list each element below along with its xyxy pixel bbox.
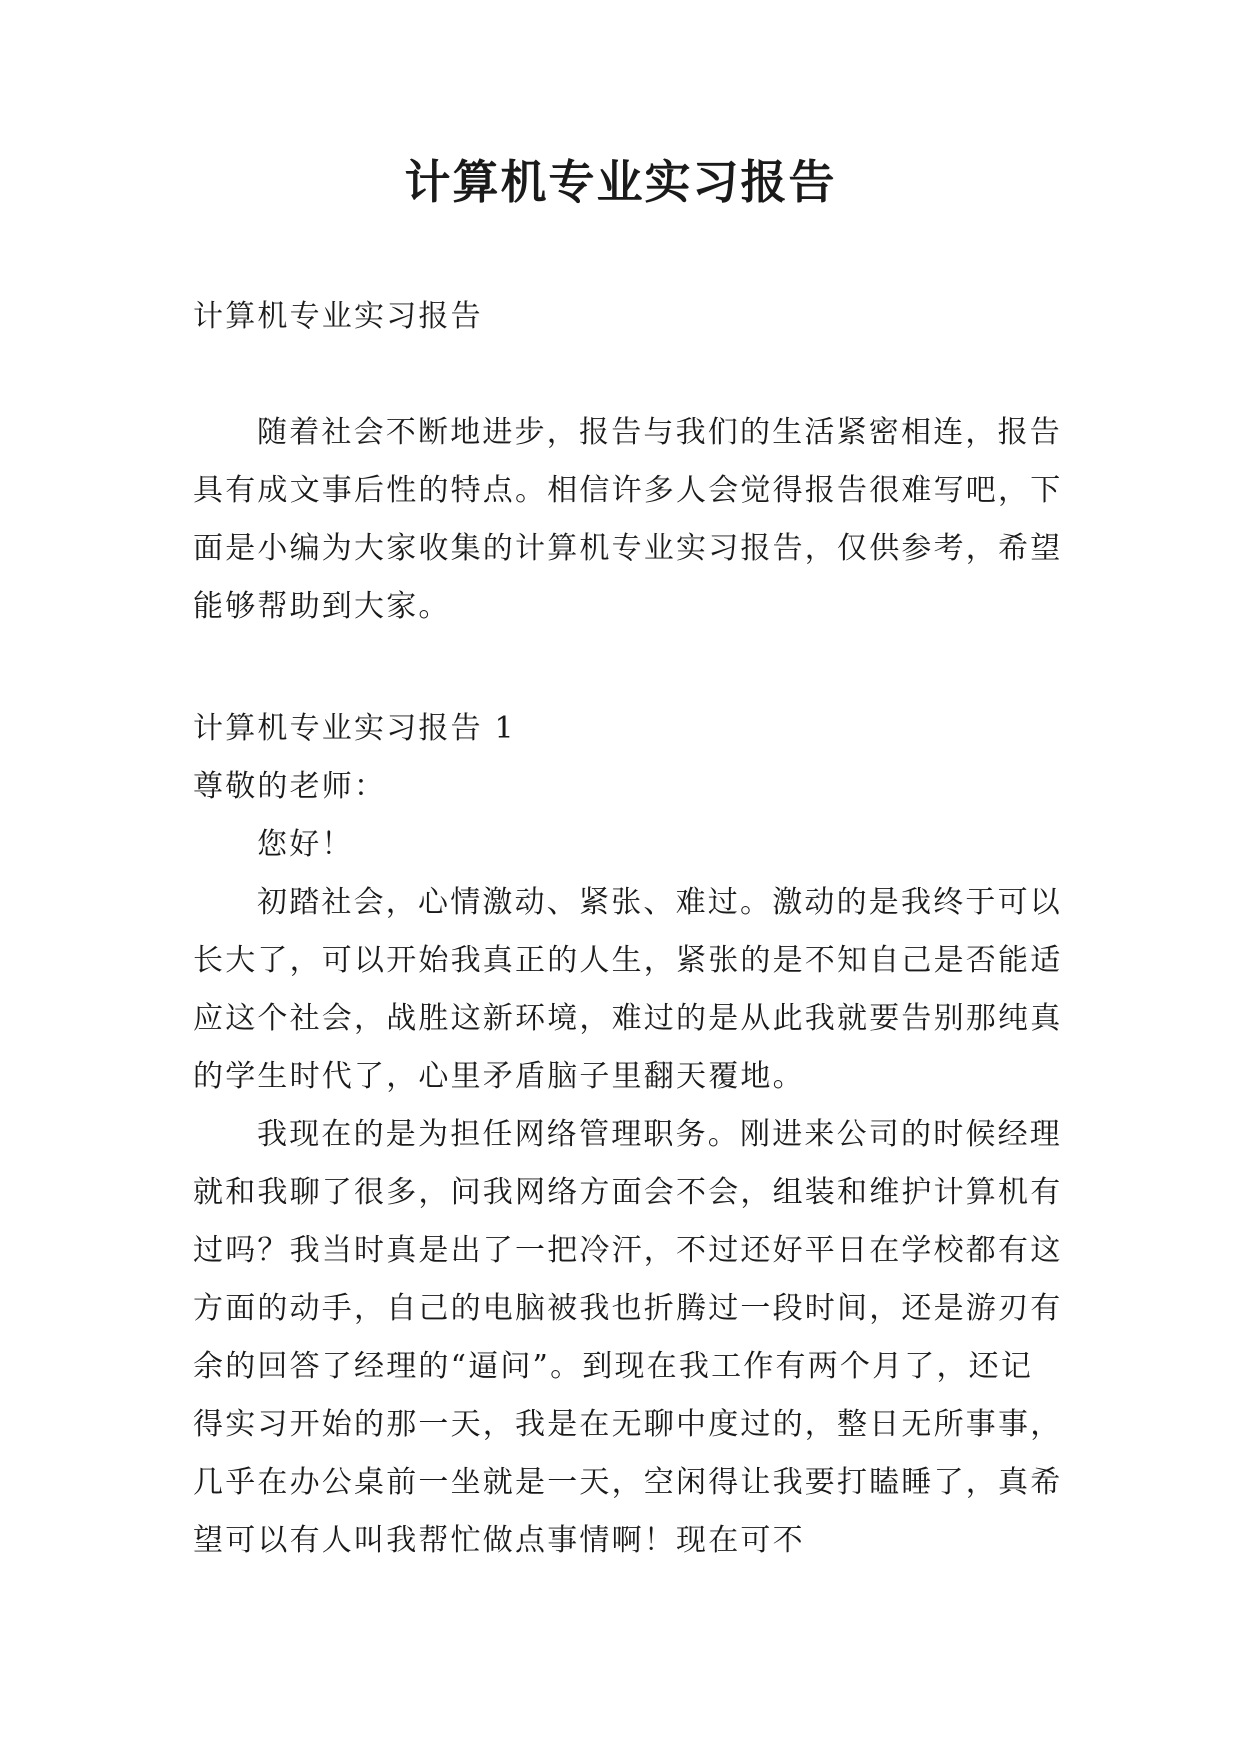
intro-paragraph [193, 404, 1063, 636]
body-paragraph-2: 我现在的是为担任网络管理职务。刚进来公司的时候经理就和我聊了很多，问我网络方面会不会，组装和维护计算机有过吗？我当时真是出了一把冷汗，不过还好平日在学校都有这方面的动手，自己的电脑被我也折腾过一段时间，还是游刃有余的回答了经理的“逼问”。到现在我工作有两个月了，还记得实习开始的那一天，我是在无聊中度过的，整日无所事事，几乎在办公桌前一坐就是一天，空闲得让我要打瞌睡了，真希望可以有人叫我帮忙做点事情啊！现在可不 [193, 1117, 1063, 1558]
section-heading: 计算机专业实习报告 1 [193, 711, 516, 746]
document-subtitle [193, 288, 1063, 346]
salutation: 尊敬的老师： [193, 769, 387, 804]
body-paragraph-1: 初踏社会，心情激动、紧张、难过。激动的是我终于可以长大了，可以开始我真正的人生，紧张的是不知自己是否能适应这个社会，战胜这新环境，难过的是从此我就要告别那纯真的学生时代了，心里矛盾脑子里翻天覆地。 [193, 885, 1063, 1094]
report-section-1 [193, 700, 1063, 1570]
greeting: 您好！ [257, 827, 354, 862]
document-title: 计算机专业实习报告 [404, 155, 837, 209]
intro-text: 随着社会不断地进步，报告与我们的生活紧密相连，报告具有成文事后性的特点。相信许多人会觉得报告很难写吧，下面是小编为大家收集的计算机专业实习报告，仅供参考，希望能够帮助到大家。 [193, 415, 1063, 624]
subtitle-text: 计算机专业实习报告 [193, 299, 483, 334]
